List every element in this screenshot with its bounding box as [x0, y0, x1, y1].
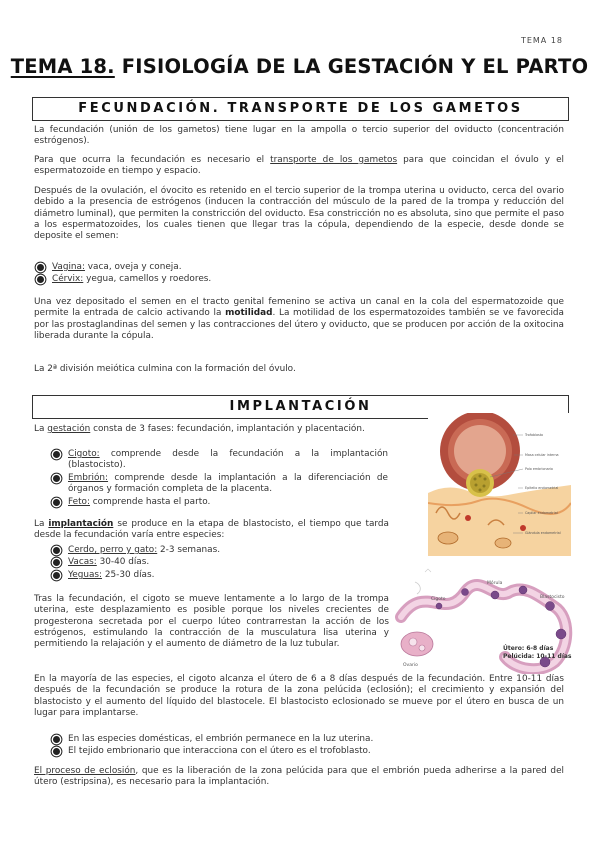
list-item — [50, 473, 388, 496]
fig2-label: Cigoto — [431, 597, 446, 602]
s2-paragraph-3: Tras la fecundación, el cigoto se mueve lentamente a lo largo de la trompa uterina, este desplazamiento es posible porque los niveles crecientes de progesterona secretada por el cuerpo lúteo contrarrestan la acción de los estrógenos, estimulando la contracción de la musculatura lisa uterina y permitiendo la relajación y el aumento de diámetro de la luz tubular. — [34, 594, 389, 650]
bullet-term: Cerdo, perro y gato: — [68, 545, 158, 555]
s2-p2-text-b: se produce en la etapa de blastocisto, el tiempo que tarda desde la fecundación varía entre especies: — [34, 519, 389, 541]
fig1-label: Masa celular interna — [525, 453, 559, 457]
bullet-term: Embrión: — [68, 472, 109, 483]
fig1-label: Glándula endometrial — [525, 531, 561, 535]
bullet-icon — [53, 475, 60, 482]
bullet-icon — [53, 559, 60, 566]
bullet-icon — [53, 451, 60, 458]
list-item — [50, 746, 373, 757]
oviduct-transport-figure — [395, 562, 575, 674]
bullet-term: Yeguas: — [68, 569, 103, 580]
fig2-label: Blastocisto — [540, 595, 565, 600]
bullet-icon — [53, 547, 60, 554]
bullet-icon — [53, 572, 60, 579]
bullet-term: Cérvix: — [52, 274, 84, 285]
s2-detail-list — [50, 734, 373, 759]
title-number: TEMA 18. — [10, 55, 115, 78]
bullet-text: comprende hasta el parto. — [89, 496, 211, 507]
s1-p2-underlined: transporte de los gametos — [270, 155, 398, 165]
bullet-text: comprende desde la implantación a la diferenciación de órganos y formación completa de la placenta. — [68, 472, 388, 495]
bullet-icon — [53, 499, 60, 506]
s2-p2-underlined: implantación — [48, 519, 114, 529]
list-item — [34, 274, 211, 285]
s1-paragraph-1: La fecundación (unión de los gametos) tiene lugar en la ampolla o tercio superior del oviducto (concentración estrógenos). — [34, 125, 564, 147]
s2-species-list — [50, 545, 220, 582]
s2-paragraph-5 — [34, 766, 564, 789]
bullet-icon — [53, 736, 60, 743]
s2-paragraph-4: En la mayoría de las especies, el cigoto alcanza el útero de 6 a 8 días después de la fecundación. Entre 10-11 días después de la fecundación se produce la rotura de la zona pelúcida (eclosión); el crecimiento y expansión del blastocisto y el aumento del líquido del blastocele. El blastocisto eclosionado se mueve por el útero en busca de un lugar para implantarse. — [34, 674, 564, 718]
list-item — [50, 570, 220, 581]
s1-paragraph-2 — [34, 155, 564, 178]
s1-p4-text-c: . La motilidad de los espermatozoides también se ve favorecida por las prostaglandinas del semen y las contracciones del útero y oviducto, que se producen por acción de la oxitocina liberada durante la cópula. — [34, 308, 564, 341]
s2-paragraph-2 — [34, 519, 389, 542]
s1-bullet-list — [34, 262, 211, 287]
s2-p1-underlined: gestación — [47, 424, 91, 434]
title-text: FISIOLOGÍA DE LA GESTACIÓN Y EL PARTO — [114, 55, 589, 78]
s1-paragraph-5: La 2ª división meiótica culmina con la formación del óvulo. — [34, 364, 296, 374]
bullet-term: Feto: — [68, 496, 90, 507]
bullet-icon — [37, 276, 44, 283]
fig1-label: Capilar endometrial — [525, 511, 558, 515]
page-title — [0, 55, 599, 78]
section-heading-implantacion: IMPLANTACIÓN — [32, 395, 569, 419]
fig2-label: Mórula — [487, 581, 503, 586]
s1-p2-text-a: Para que ocurra la fecundación es necesario el — [34, 155, 271, 165]
s2-p1-text-a: La — [34, 424, 48, 434]
bullet-text: En las especies domésticas, el embrión permanece en la luz uterina. — [68, 734, 374, 744]
list-item — [50, 557, 220, 568]
section-heading-fecundacion: FECUNDACIÓN. TRANSPORTE DE LOS GAMETOS — [32, 97, 569, 121]
bullet-text: 25-30 días. — [102, 569, 155, 580]
fig2-caption-uterus: Útero: 6-8 días — [503, 645, 554, 652]
bullet-text: yegua, camellos y roedores. — [83, 274, 212, 285]
fig1-label: Polo embrionario — [525, 467, 553, 471]
s2-p1-text-b: consta de 3 fases: fecundación, implantación y placentación. — [90, 424, 365, 434]
s1-p4-bold: motilidad — [225, 308, 273, 319]
list-item — [50, 545, 220, 556]
s2-p5-text: , que es la liberación de la zona pelúcida para que el embrión pueda adherirse a la pared del útero (estripsina), es necesario para la implantación. — [34, 766, 564, 788]
list-item — [50, 497, 388, 508]
fig2-caption-pellucida: Pelúcida: 10-11 días — [503, 653, 572, 660]
fig1-label: Trofoblasto — [525, 433, 544, 437]
list-item — [34, 262, 211, 273]
corner-label: TEMA 18 — [520, 36, 563, 45]
s1-paragraph-3: Después de la ovulación, el óvocito es retenido en el tercio superior de la trompa uterina u oviducto, cerca del ovario debido a la presencia de estrógenos (inducen la contracción del músculo de la pared de la trompa y reducción del diámetro luminal), que permiten la constricción del oviducto. Esa constricción no es absoluta, sino que permite el paso a los espermatozoides, los cuales tienen que llegar tras la cópula, dependiendo de la especie, desde donde se deposite el semen: — [34, 186, 564, 242]
s1-p4-text-a: Una vez depositado el semen en el tracto genital femenino se activa un canal en la cola del espermatozoide que permite la entrada de calcio activando la — [34, 297, 564, 319]
s2-p5-underlined: El proceso de eclosión — [34, 766, 136, 776]
s2-phase-list — [50, 449, 388, 509]
fig2-label: Ovario — [403, 663, 418, 668]
bullet-text: vaca, oveja y coneja. — [84, 262, 182, 272]
list-item — [50, 449, 388, 472]
bullet-text: comprende desde la fecundación a la implantación (blastocisto). — [68, 449, 388, 471]
s2-p2-text-a: La — [34, 519, 49, 529]
s1-paragraph-4 — [34, 297, 564, 342]
bullet-text: El tejido embrionario que interacciona con el útero es el trofoblasto. — [68, 746, 371, 757]
bullet-term: Cigoto: — [68, 449, 100, 459]
fig1-label: Epitelio endometrial — [525, 486, 559, 490]
bullet-term: Vacas: — [68, 557, 97, 568]
s2-paragraph-1 — [34, 424, 389, 435]
s1-p2-text-b: para que coincidan el óvulo y el espermatozoide en tiempo y espacio. — [34, 155, 564, 177]
bullet-text: 2-3 semanas. — [157, 545, 221, 555]
bullet-icon — [53, 748, 60, 755]
bullet-icon — [37, 264, 44, 271]
bullet-text: 30-40 días. — [96, 557, 150, 568]
list-item — [50, 734, 373, 745]
blastocyst-implantation-figure — [428, 413, 571, 556]
bullet-term: Vagina: — [52, 262, 85, 272]
